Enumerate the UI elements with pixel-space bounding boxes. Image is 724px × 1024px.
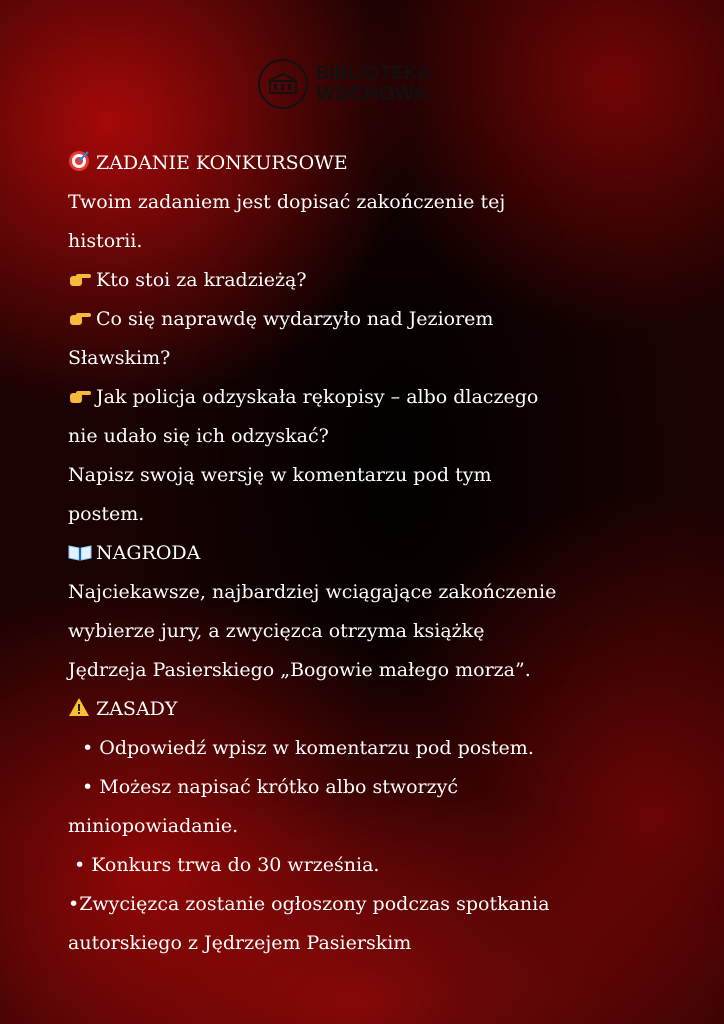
library-logo <box>258 56 431 112</box>
question-1-row <box>68 261 668 300</box>
rules-heading-row <box>68 690 668 729</box>
logo-line-2: WSCHOWA <box>316 83 429 105</box>
question-2-line-1: Co się naprawdę wydarzyło nad Jeziorem <box>96 308 494 330</box>
question-3-row <box>68 378 668 417</box>
task-outro-line-1: Napisz swoją wersję w komentarzu pod tym <box>68 464 492 486</box>
target-icon <box>68 144 96 183</box>
question-2-line-2: Sławskim? <box>68 347 171 369</box>
post-content <box>68 144 668 963</box>
task-heading-row <box>68 144 668 183</box>
question-1: Kto stoi za kradzieżą? <box>96 269 307 291</box>
rule-2-line-1: • Możesz napisać krótko albo stworzyć <box>82 776 459 798</box>
prize-heading: NAGRODA <box>96 542 201 564</box>
open-book-icon <box>68 534 96 573</box>
question-2-row <box>68 300 668 339</box>
pointing-hand-icon <box>68 378 96 417</box>
prize-heading-row <box>68 534 668 573</box>
rule-4-line-2: autorskiego z Jędrzejem Pasierskim <box>68 932 412 954</box>
rule-1: • Odpowiedź wpisz w komentarzu pod postem. <box>82 737 534 759</box>
pointing-hand-icon <box>68 300 96 339</box>
rule-3: • Konkurs trwa do 30 września. <box>74 854 380 876</box>
prize-line-3: Jędrzeja Pasierskiego „Bogowie małego morza”. <box>68 659 531 681</box>
logo-line-1: BIBLIOTEKA <box>316 63 431 83</box>
question-3-line-2: nie udało się ich odzyskać? <box>68 425 329 447</box>
prize-line-2: wybierze jury, a zwycięzca otrzyma książkę <box>68 620 485 642</box>
library-building-icon <box>258 59 308 109</box>
rule-4-line-1: •Zwycięzca zostanie ogłoszony podczas spotkania <box>68 893 550 915</box>
task-outro-line-2: postem. <box>68 503 145 525</box>
task-intro-line-2: historii. <box>68 230 143 252</box>
warning-icon <box>68 690 96 729</box>
pointing-hand-icon <box>68 261 96 300</box>
rule-2-line-2: miniopowiadanie. <box>68 815 239 837</box>
question-3-line-1: Jak policja odzyskała rękopisy – albo dlaczego <box>96 386 539 408</box>
prize-line-1: Najciekawsze, najbardziej wciągające zakończenie <box>68 581 557 603</box>
rules-heading: ZASADY <box>96 698 178 720</box>
task-heading: ZADANIE KONKURSOWE <box>96 152 348 174</box>
task-intro-line-1: Twoim zadaniem jest dopisać zakończenie tej <box>68 191 506 213</box>
